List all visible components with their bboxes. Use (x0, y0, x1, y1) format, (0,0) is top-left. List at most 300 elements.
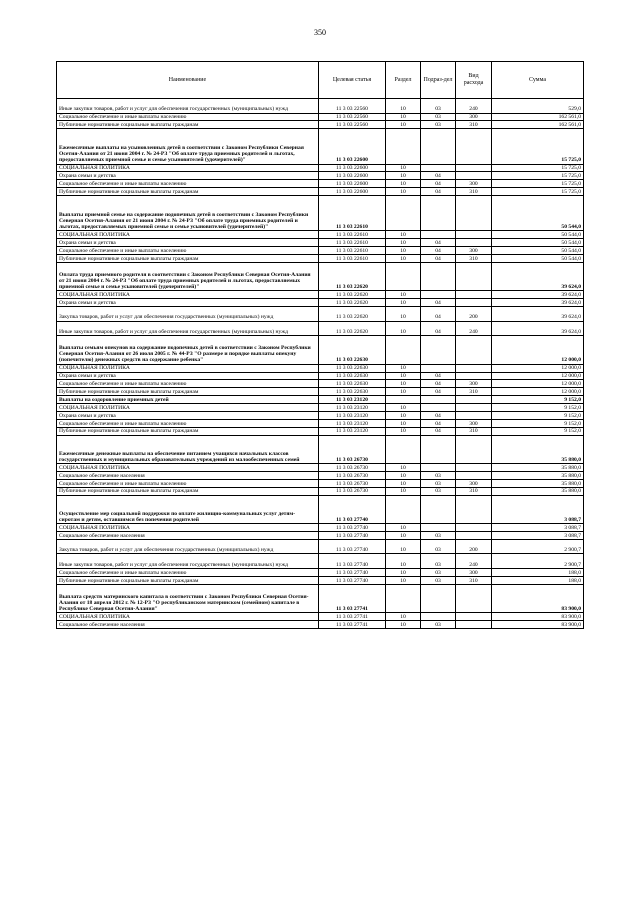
row-subsection (421, 464, 456, 472)
row-amount: 50 544,0 (492, 196, 584, 231)
row-target-code: 11 3 03 26730 (319, 487, 386, 495)
row-expense-type (456, 164, 492, 172)
col-header-section: Раздел (386, 62, 421, 99)
row-target-code: 11 3 03 22620 (319, 299, 386, 307)
row-section: 10 (386, 113, 421, 121)
table-row (57, 307, 584, 322)
row-amount: 9 152,0 (492, 411, 584, 419)
row-section: 10 (386, 471, 421, 479)
row-target-code: 11 3 03 27741 (319, 613, 386, 621)
row-section: 10 (386, 411, 421, 419)
row-section: 10 (386, 523, 421, 531)
row-target-code: 11 3 03 22620 (319, 321, 386, 336)
table-row (57, 291, 584, 299)
row-section (386, 196, 421, 231)
row-amount: 12 000,0 (492, 380, 584, 388)
table-row (57, 180, 584, 188)
row-amount: 9 152,0 (492, 396, 584, 404)
table-body (57, 99, 584, 629)
row-section: 10 (386, 554, 421, 569)
table-row (57, 239, 584, 247)
row-name: Иные закупки товаров, работ и услуг для обеспечения государственных (муниципальных) нужд (57, 554, 319, 569)
row-name: Публичные нормативные социальные выплаты гражданам (57, 427, 319, 435)
row-target-code: 11 3 03 22630 (319, 372, 386, 380)
table-row (57, 388, 584, 396)
row-target-code: 11 3 03 22620 (319, 291, 386, 299)
row-subsection: 03 (421, 487, 456, 495)
row-name: Охрана семьи и детства (57, 239, 319, 247)
row-name: Иные закупки товаров, работ и услуг для обеспечения государственных (муниципальных) нужд (57, 99, 319, 114)
row-target-code: 11 3 03 22610 (319, 231, 386, 239)
row-amount: 39 624,0 (492, 262, 584, 290)
row-subsection: 04 (421, 188, 456, 196)
row-expense-type: 310 (456, 388, 492, 396)
row-name: СОЦИАЛЬНАЯ ПОЛИТИКА (57, 613, 319, 621)
table-row (57, 99, 584, 114)
row-target-code: 11 3 03 22610 (319, 254, 386, 262)
row-target-code: 11 3 03 27740 (319, 539, 386, 554)
row-section: 10 (386, 404, 421, 412)
row-amount: 12 000,0 (492, 372, 584, 380)
row-amount: 2 900,7 (492, 539, 584, 554)
table-row (57, 172, 584, 180)
row-target-code: 11 3 03 22610 (319, 247, 386, 255)
row-expense-type: 310 (456, 188, 492, 196)
row-subsection (421, 404, 456, 412)
row-amount: 50 544,0 (492, 239, 584, 247)
table-row (57, 613, 584, 621)
row-section: 10 (386, 464, 421, 472)
row-subsection (421, 291, 456, 299)
row-target-code: 11 3 03 26730 (319, 435, 386, 463)
table-row (57, 487, 584, 495)
row-name: Социальное обеспечение и иные выплаты населению (57, 180, 319, 188)
row-expense-type (456, 172, 492, 180)
col-header-subsection: Подраз-дел (421, 62, 456, 99)
row-section: 10 (386, 568, 421, 576)
row-expense-type: 300 (456, 180, 492, 188)
row-target-code: 11 3 03 27741 (319, 621, 386, 629)
row-expense-type: 240 (456, 554, 492, 569)
row-expense-type: 300 (456, 568, 492, 576)
row-target-code: 11 3 03 22600 (319, 172, 386, 180)
row-section: 10 (386, 321, 421, 336)
row-expense-type (456, 299, 492, 307)
row-expense-type (456, 523, 492, 531)
row-name: Публичные нормативные социальные выплаты гражданам (57, 121, 319, 129)
row-subsection: 03 (421, 471, 456, 479)
row-target-code: 11 3 03 27740 (319, 576, 386, 584)
row-subsection (421, 495, 456, 523)
row-name: Публичные нормативные социальные выплаты гражданам (57, 388, 319, 396)
row-section: 10 (386, 427, 421, 435)
row-amount: 83 900,0 (492, 621, 584, 629)
row-name: Закупка товаров, работ и услуг для обеспечения государственных (муниципальных) нужд (57, 539, 319, 554)
row-name: Социальное обеспечение и иные выплаты населению (57, 113, 319, 121)
table-row (57, 404, 584, 412)
row-name: Публичные нормативные социальные выплаты гражданам (57, 188, 319, 196)
row-amount: 39 624,0 (492, 307, 584, 322)
row-section: 10 (386, 479, 421, 487)
table-row (57, 299, 584, 307)
row-target-code: 11 3 03 22620 (319, 307, 386, 322)
row-amount: 50 544,0 (492, 231, 584, 239)
row-section: 10 (386, 419, 421, 427)
row-name: Выплата средств материнского капитала в соответствии с Законом Республики Северная Осетия-Алания от 18 апреля 2012 г. № 12-РЗ "О республиканском материнском (семейном) капитале в Республике Северная Осетия-Алания" (57, 584, 319, 612)
row-section (386, 336, 421, 364)
row-subsection: 03 (421, 554, 456, 569)
row-amount: 35 880,0 (492, 471, 584, 479)
table-row (57, 427, 584, 435)
row-target-code: 11 3 03 27740 (319, 531, 386, 539)
table-row (57, 372, 584, 380)
row-expense-type (456, 336, 492, 364)
row-expense-type: 300 (456, 479, 492, 487)
row-name: СОЦИАЛЬНАЯ ПОЛИТИКА (57, 464, 319, 472)
col-header-name: Наименование (57, 62, 319, 99)
row-amount: 9 152,0 (492, 404, 584, 412)
row-target-code: 11 3 03 22620 (319, 262, 386, 290)
row-name: Выплаты на оздоровление приемных детей (57, 396, 319, 404)
row-expense-type (456, 411, 492, 419)
row-subsection: 03 (421, 531, 456, 539)
row-name: Публичные нормативные социальные выплаты гражданам (57, 487, 319, 495)
row-name: СОЦИАЛЬНАЯ ПОЛИТИКА (57, 291, 319, 299)
row-subsection: 03 (421, 121, 456, 129)
row-subsection: 03 (421, 576, 456, 584)
row-target-code: 11 3 03 26730 (319, 464, 386, 472)
row-amount: 529,0 (492, 99, 584, 114)
row-section: 10 (386, 307, 421, 322)
row-expense-type (456, 464, 492, 472)
row-name: СОЦИАЛЬНАЯ ПОЛИТИКА (57, 404, 319, 412)
table-row (57, 479, 584, 487)
table-row (57, 621, 584, 629)
row-amount: 9 152,0 (492, 427, 584, 435)
row-expense-type (456, 231, 492, 239)
row-target-code: 11 3 03 22630 (319, 388, 386, 396)
budget-table (56, 61, 584, 629)
row-amount: 3 088,7 (492, 495, 584, 523)
row-amount: 15 725,0 (492, 172, 584, 180)
table-row (57, 471, 584, 479)
row-target-code: 11 3 03 22610 (319, 196, 386, 231)
row-expense-type: 300 (456, 419, 492, 427)
table-row (57, 231, 584, 239)
row-name: Ежемесячные денежные выплаты на обеспечение питанием учащихся начальных классов государственных и муниципальных образовательных учреждений из малообеспеченных семей (57, 435, 319, 463)
row-section: 10 (386, 364, 421, 372)
row-name: СОЦИАЛЬНАЯ ПОЛИТИКА (57, 523, 319, 531)
row-section: 10 (386, 254, 421, 262)
row-target-code: 11 3 03 23120 (319, 411, 386, 419)
row-expense-type: 200 (456, 539, 492, 554)
row-name: Социальное обеспечение населения (57, 621, 319, 629)
row-expense-type (456, 613, 492, 621)
row-amount: 15 725,0 (492, 129, 584, 164)
row-subsection (421, 584, 456, 612)
row-subsection: 03 (421, 479, 456, 487)
row-expense-type (456, 621, 492, 629)
row-amount: 39 624,0 (492, 291, 584, 299)
table-row (57, 364, 584, 372)
row-expense-type: 300 (456, 247, 492, 255)
row-expense-type: 300 (456, 113, 492, 121)
row-amount: 39 624,0 (492, 299, 584, 307)
row-expense-type (456, 584, 492, 612)
table-row (57, 584, 584, 612)
row-name: Выплаты приемной семье на содержание подопечных детей в соответствии с Законом Республики Северная Осетия-Алания от 21 июня 2004 г. № 24-РЗ "Об оплате труда приемных родителей и льготах, предоставляемых приемной семье и семье усыновителей (удочерителей)" (57, 196, 319, 231)
row-target-code: 11 3 03 26730 (319, 471, 386, 479)
row-expense-type (456, 531, 492, 539)
row-subsection (421, 364, 456, 372)
row-subsection (421, 336, 456, 364)
row-amount: 83 900,0 (492, 584, 584, 612)
row-subsection: 04 (421, 247, 456, 255)
row-amount: 2 900,7 (492, 554, 584, 569)
row-section (386, 396, 421, 404)
table-row (57, 568, 584, 576)
row-target-code: 11 3 03 23120 (319, 396, 386, 404)
table-row (57, 495, 584, 523)
row-subsection: 04 (421, 419, 456, 427)
row-subsection: 04 (421, 180, 456, 188)
row-name: Выплаты семьям опекунов на содержание подопечных детей в соответствии с Законом Республики Северная Осетия-Алания от 26 июля 2005 г. № 44-РЗ "О размере и порядке выплаты опекуну (попечителю) денежных средств на содержание ребенка" (57, 336, 319, 364)
table-row (57, 254, 584, 262)
row-target-code: 11 3 03 22560 (319, 121, 386, 129)
row-amount: 39 624,0 (492, 321, 584, 336)
row-section: 10 (386, 576, 421, 584)
row-section: 10 (386, 388, 421, 396)
row-name: Ежемесячные выплаты на усыновленных детей в соответствии с Законом Республики Северная Осетия-Алания от 21 июня 2004 г. № 24-РЗ "Об оплате труда приемных родителей и льготах, предоставляемых приемной семье и семье усыновителей (удочерителей)" (57, 129, 319, 164)
row-section (386, 129, 421, 164)
row-amount: 50 544,0 (492, 254, 584, 262)
row-expense-type (456, 291, 492, 299)
table-row (57, 262, 584, 290)
row-expense-type (456, 196, 492, 231)
row-subsection: 04 (421, 380, 456, 388)
row-expense-type: 200 (456, 307, 492, 322)
row-subsection: 03 (421, 113, 456, 121)
row-amount: 9 152,0 (492, 419, 584, 427)
row-name: СОЦИАЛЬНАЯ ПОЛИТИКА (57, 164, 319, 172)
row-target-code: 11 3 03 27740 (319, 495, 386, 523)
col-header-target: Целевая статья (319, 62, 386, 99)
row-amount: 188,0 (492, 576, 584, 584)
row-target-code: 11 3 03 27740 (319, 554, 386, 569)
row-expense-type (456, 435, 492, 463)
row-expense-type (456, 471, 492, 479)
row-name: Социальное обеспечение населения (57, 471, 319, 479)
row-expense-type: 240 (456, 321, 492, 336)
row-section: 10 (386, 539, 421, 554)
table-row (57, 164, 584, 172)
row-expense-type (456, 364, 492, 372)
table-row (57, 464, 584, 472)
row-target-code: 11 3 03 27740 (319, 568, 386, 576)
row-target-code: 11 3 03 22610 (319, 239, 386, 247)
table-row (57, 554, 584, 569)
row-section: 10 (386, 380, 421, 388)
table-row (57, 196, 584, 231)
row-target-code: 11 3 03 23120 (319, 427, 386, 435)
row-section: 10 (386, 531, 421, 539)
row-subsection: 03 (421, 621, 456, 629)
row-section: 10 (386, 291, 421, 299)
row-target-code: 11 3 03 23120 (319, 404, 386, 412)
row-expense-type: 310 (456, 487, 492, 495)
row-name: Социальное обеспечение и иные выплаты населению (57, 568, 319, 576)
row-target-code: 11 3 03 22630 (319, 380, 386, 388)
table-row (57, 129, 584, 164)
page-number: 350 (314, 28, 326, 37)
row-subsection (421, 262, 456, 290)
row-subsection (421, 523, 456, 531)
row-expense-type (456, 495, 492, 523)
row-name: Иные закупки товаров, работ и услуг для обеспечения государственных (муниципальных) нужд (57, 321, 319, 336)
row-section: 10 (386, 99, 421, 114)
row-name: Оплата труда приемного родителя в соответствии с Законом Республики Северная Осетия-Алания от 21 июня 2004 г. № 24-РЗ "Об оплате труда приемных родителей и льготах, предоставляемых приемной семье и семье усыновителей (удочерителей)" (57, 262, 319, 290)
table-row (57, 411, 584, 419)
row-subsection (421, 164, 456, 172)
row-subsection: 03 (421, 568, 456, 576)
table-row (57, 419, 584, 427)
row-section (386, 262, 421, 290)
row-section: 10 (386, 172, 421, 180)
row-section: 10 (386, 372, 421, 380)
row-expense-type (456, 239, 492, 247)
col-header-expense-type: Вид расхода (456, 62, 492, 99)
row-name: СОЦИАЛЬНАЯ ПОЛИТИКА (57, 364, 319, 372)
row-expense-type (456, 372, 492, 380)
row-name: СОЦИАЛЬНАЯ ПОЛИТИКА (57, 231, 319, 239)
row-name: Социальное обеспечение и иные выплаты населению (57, 419, 319, 427)
table-row (57, 321, 584, 336)
table-row (57, 188, 584, 196)
row-subsection: 04 (421, 307, 456, 322)
row-target-code: 11 3 03 22600 (319, 180, 386, 188)
row-target-code: 11 3 03 23120 (319, 419, 386, 427)
row-name: Охрана семьи и детства (57, 172, 319, 180)
row-name: Социальное обеспечение и иные выплаты населению (57, 247, 319, 255)
row-subsection: 04 (421, 372, 456, 380)
row-section: 10 (386, 121, 421, 129)
row-expense-type: 300 (456, 380, 492, 388)
row-subsection: 04 (421, 427, 456, 435)
table-row (57, 539, 584, 554)
row-target-code: 11 3 03 22600 (319, 188, 386, 196)
row-subsection: 04 (421, 321, 456, 336)
row-name: Охрана семьи и детства (57, 411, 319, 419)
table-row (57, 576, 584, 584)
row-target-code: 11 3 03 26730 (319, 479, 386, 487)
row-subsection (421, 435, 456, 463)
row-target-code: 11 3 03 27740 (319, 523, 386, 531)
row-section: 10 (386, 188, 421, 196)
table-header-row (57, 62, 584, 99)
row-section (386, 435, 421, 463)
row-subsection: 03 (421, 99, 456, 114)
table-row (57, 531, 584, 539)
row-amount: 50 544,0 (492, 247, 584, 255)
row-section: 10 (386, 247, 421, 255)
row-expense-type: 310 (456, 121, 492, 129)
row-subsection (421, 196, 456, 231)
row-amount: 15 725,0 (492, 180, 584, 188)
row-expense-type: 310 (456, 576, 492, 584)
row-amount: 3 088,7 (492, 531, 584, 539)
row-expense-type: 310 (456, 427, 492, 435)
row-expense-type: 240 (456, 99, 492, 114)
row-name: Публичные нормативные социальные выплаты гражданам (57, 254, 319, 262)
table-row (57, 380, 584, 388)
table-row (57, 121, 584, 129)
row-subsection: 04 (421, 254, 456, 262)
row-target-code: 11 3 03 22630 (319, 336, 386, 364)
row-subsection: 04 (421, 388, 456, 396)
row-amount: 35 880,0 (492, 435, 584, 463)
row-subsection: 04 (421, 239, 456, 247)
row-amount: 12 000,0 (492, 388, 584, 396)
row-expense-type (456, 262, 492, 290)
row-section: 10 (386, 231, 421, 239)
row-amount: 35 880,0 (492, 479, 584, 487)
row-section: 10 (386, 180, 421, 188)
row-target-code: 11 3 03 22560 (319, 113, 386, 121)
row-section: 10 (386, 621, 421, 629)
row-amount: 35 880,0 (492, 464, 584, 472)
row-amount: 162 561,0 (492, 121, 584, 129)
row-name: Социальное обеспечение населения (57, 531, 319, 539)
row-target-code: 11 3 03 22600 (319, 164, 386, 172)
row-amount: 188,0 (492, 568, 584, 576)
row-expense-type (456, 404, 492, 412)
table-row (57, 523, 584, 531)
row-target-code: 11 3 03 22560 (319, 99, 386, 114)
row-subsection (421, 231, 456, 239)
row-name: Охрана семьи и детства (57, 299, 319, 307)
row-subsection: 04 (421, 299, 456, 307)
row-amount: 12 000,0 (492, 364, 584, 372)
row-section (386, 495, 421, 523)
row-amount: 15 725,0 (492, 188, 584, 196)
row-subsection (421, 613, 456, 621)
row-section: 10 (386, 164, 421, 172)
row-name: Осуществление мер социальной поддержки по оплате жилищно-коммунальных услуг детям-сиротам и детям, оставшимся без попечения родителей (57, 495, 319, 523)
table-row (57, 247, 584, 255)
row-amount: 15 725,0 (492, 164, 584, 172)
row-name: Социальное обеспечение и иные выплаты населению (57, 479, 319, 487)
row-target-code: 11 3 03 22630 (319, 364, 386, 372)
row-section: 10 (386, 299, 421, 307)
row-name: Закупка товаров, работ и услуг для обеспечения государственных (муниципальных) нужд (57, 307, 319, 322)
row-subsection: 04 (421, 172, 456, 180)
col-header-amount: Сумма (492, 62, 584, 99)
table-row (57, 336, 584, 364)
table-row (57, 435, 584, 463)
row-subsection: 03 (421, 539, 456, 554)
table-row (57, 113, 584, 121)
row-expense-type: 310 (456, 254, 492, 262)
row-target-code: 11 3 03 22600 (319, 129, 386, 164)
row-amount: 162 561,0 (492, 113, 584, 121)
row-section: 10 (386, 613, 421, 621)
row-subsection (421, 396, 456, 404)
row-subsection: 04 (421, 411, 456, 419)
row-amount: 83 900,0 (492, 613, 584, 621)
row-name: Охрана семьи и детства (57, 372, 319, 380)
row-amount: 12 000,0 (492, 336, 584, 364)
row-subsection (421, 129, 456, 164)
